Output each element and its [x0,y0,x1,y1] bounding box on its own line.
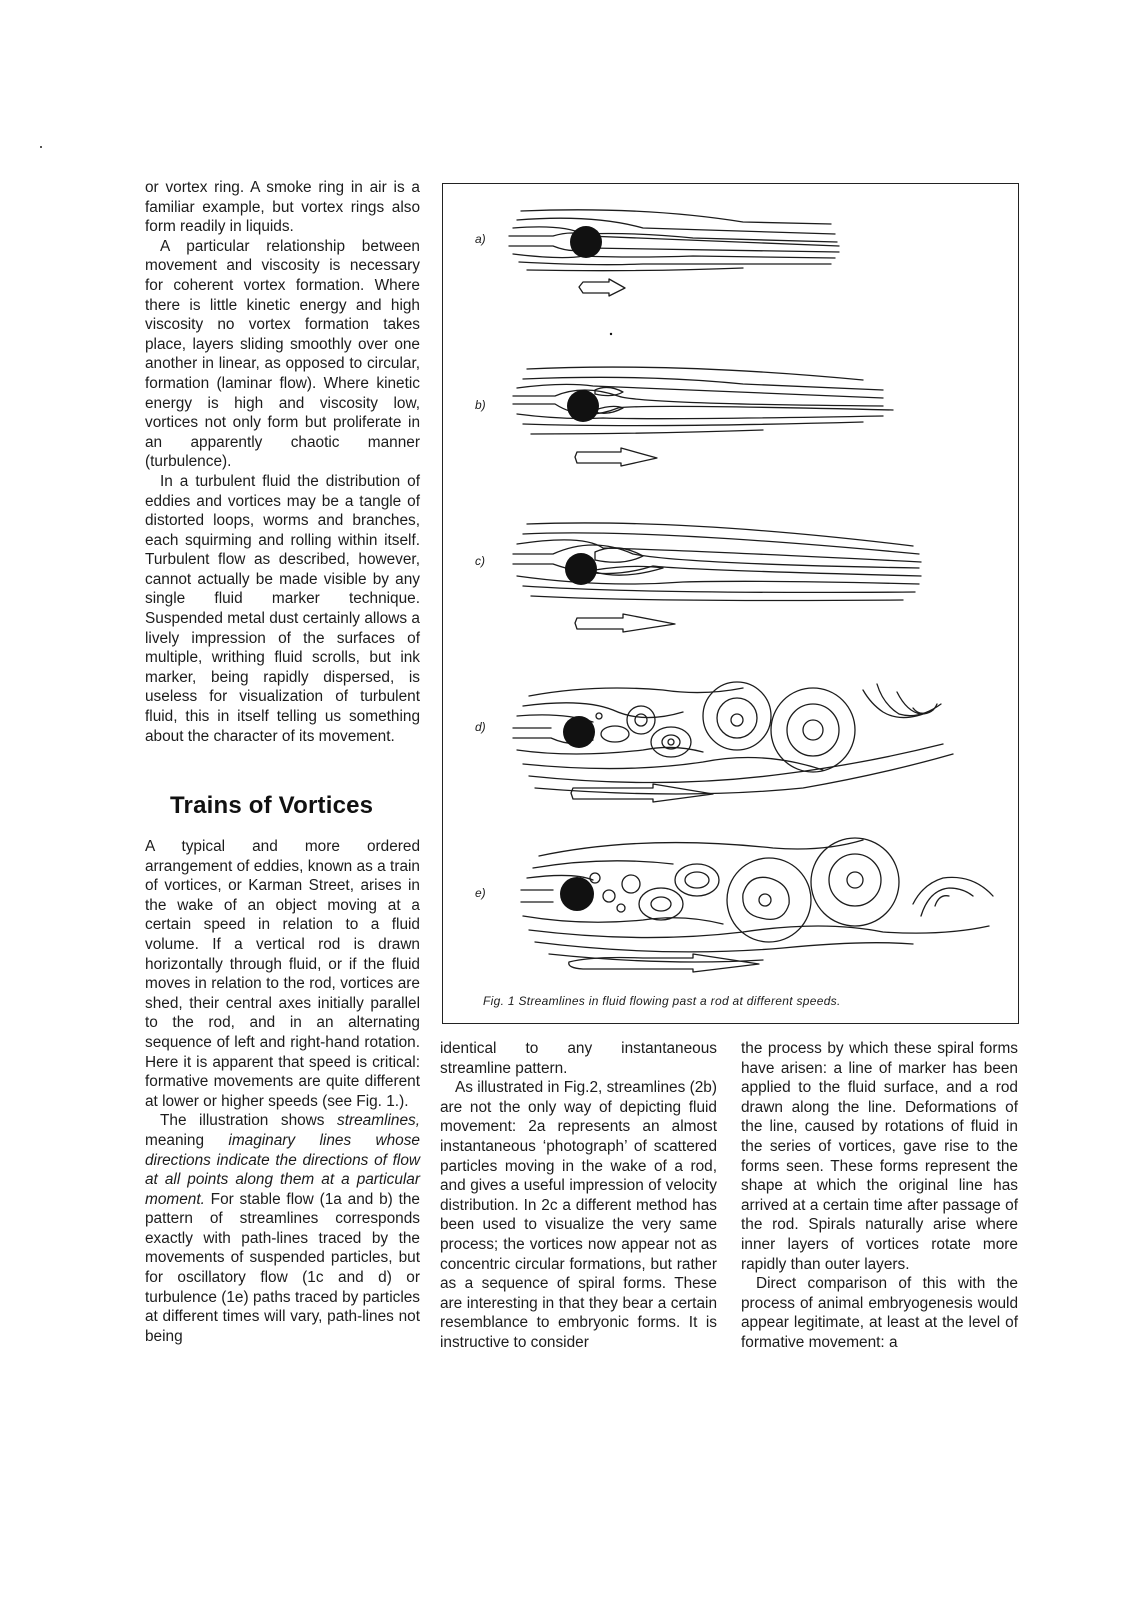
panel-b-rod [567,390,599,422]
streamline-illustration [443,184,1020,1025]
figure-1 [442,183,1019,1024]
paragraph: As illustrated in Fig.2, streamlines (2b) are not the only way of depicting fluid movement: 2a represents an almost instantaneous ‘photograph’ of scattered particles moving in the wake of a rod, and gives a useful impression of velocity distribution. In 2c a different method has been used to visualize the very same process; the vortices now appear not as concentric circular formations, but rather as a sequence of spiral forms. These are interesting in that they bear a certain resemblance to embryonic forms. It is instructive to consider [440,1079,717,1351]
text-column-1-top [145,178,420,746]
panel-a-streamlines [509,210,839,271]
panel-label-c: c) [475,554,485,568]
panel-c-rod [565,553,597,585]
panel-c-arrow [575,614,675,632]
panel-e-arrow [569,954,759,972]
page-speck [40,146,42,148]
text-column-2 [440,1039,717,1353]
paragraph: or vortex ring. A smoke ring in air is a familiar example, but vortex rings also form readily in liquids. [145,179,420,236]
paragraph: Direct comparison of this with the process of animal embryogenesis would appear legitimate, at least at the level of formative movement: a [741,1275,1018,1351]
panel-label-a: a) [475,232,486,246]
panel-d-rod [563,716,595,748]
panel-label-e: e) [475,886,486,900]
panel-a-rod [570,226,602,258]
paragraph: In a turbulent fluid the distribution of eddies and vortices may be a tangle of distorted loops, worms and branches, each squirming and rolling within itself. Turbulent flow as described, however, cannot actually be made visible by any single fluid marker technique. Suspended metal dust certainly allows a lively impression of the surfaces of multiple, writhing fluid scrolls, but ink marker, being rapidly dispersed, is useless for visualization of turbulent fluid, this in itself telling us something about the character of its movement. [145,472,420,745]
panel-label-d: d) [475,720,486,734]
text-column-3 [741,1039,1018,1353]
panel-a-arrow [579,279,625,296]
figure-speck [610,333,612,335]
panel-e-rod [560,877,594,911]
section-heading: Trains of Vortices [170,792,374,819]
panel-label-b: b) [475,398,486,412]
paragraph: The illustration shows streamlines, meaning imaginary lines whose directions indicate the directions of flow at all points along them at a particular moment. For stable flow (1a and b) the pattern of streamlines corresponds exactly with path-lines traced by the movements of suspended particles, but for oscillatory flow (1c and d) or turbulence (1e) paths traced by particles at different times will vary, path-lines not being [145,1112,420,1345]
paragraph: A typical and more ordered arrangement of eddies, known as a train of vortices, or Karman Street, arises in the wake of an object moving at a certain speed in relation to a fluid volume. If a vertical rod is drawn horizontally through fluid, or if the fluid moves in relation to the rod, vortices are shed, their central axes initially parallel to the rod, and in an alternating sequence of left and right-hand rotation. Here it is apparent that speed is critical: formative movements are quite different at lower or higher speeds (see Fig. 1.). [145,838,420,1110]
paragraph: the process by which these spiral forms have arisen: a line of marker has been applied to the fluid surface, and a rod drawn along the line. Deformations of the line, caused by rotations of fluid in the series of vortices, gave rise to the forms seen. These forms represent the shape at which the original line has arrived at a certain time after passage of the rod. Spirals naturally arise where inner layers of vortices rotate more rapidly than outer layers. [741,1040,1018,1273]
paragraph: A particular relationship between movement and viscosity is necessary for coherent vortex formation. Where there is little kinetic energy and high viscosity no vortex formation takes place, layers sliding smoothly over one another in linear, as opposed to circular, formation (laminar flow). Where kinetic energy is high and viscosity low, vortices not only form but proliferate in an apparently chaotic manner (turbulence). [145,237,420,471]
paragraph: identical to any instantaneous streamline pattern. [440,1040,717,1077]
panel-b-arrow [575,448,657,466]
text-column-1-bottom [145,837,420,1346]
figure-caption: Fig. 1 Streamlines in fluid flowing past a rod at different speeds. [483,994,841,1008]
